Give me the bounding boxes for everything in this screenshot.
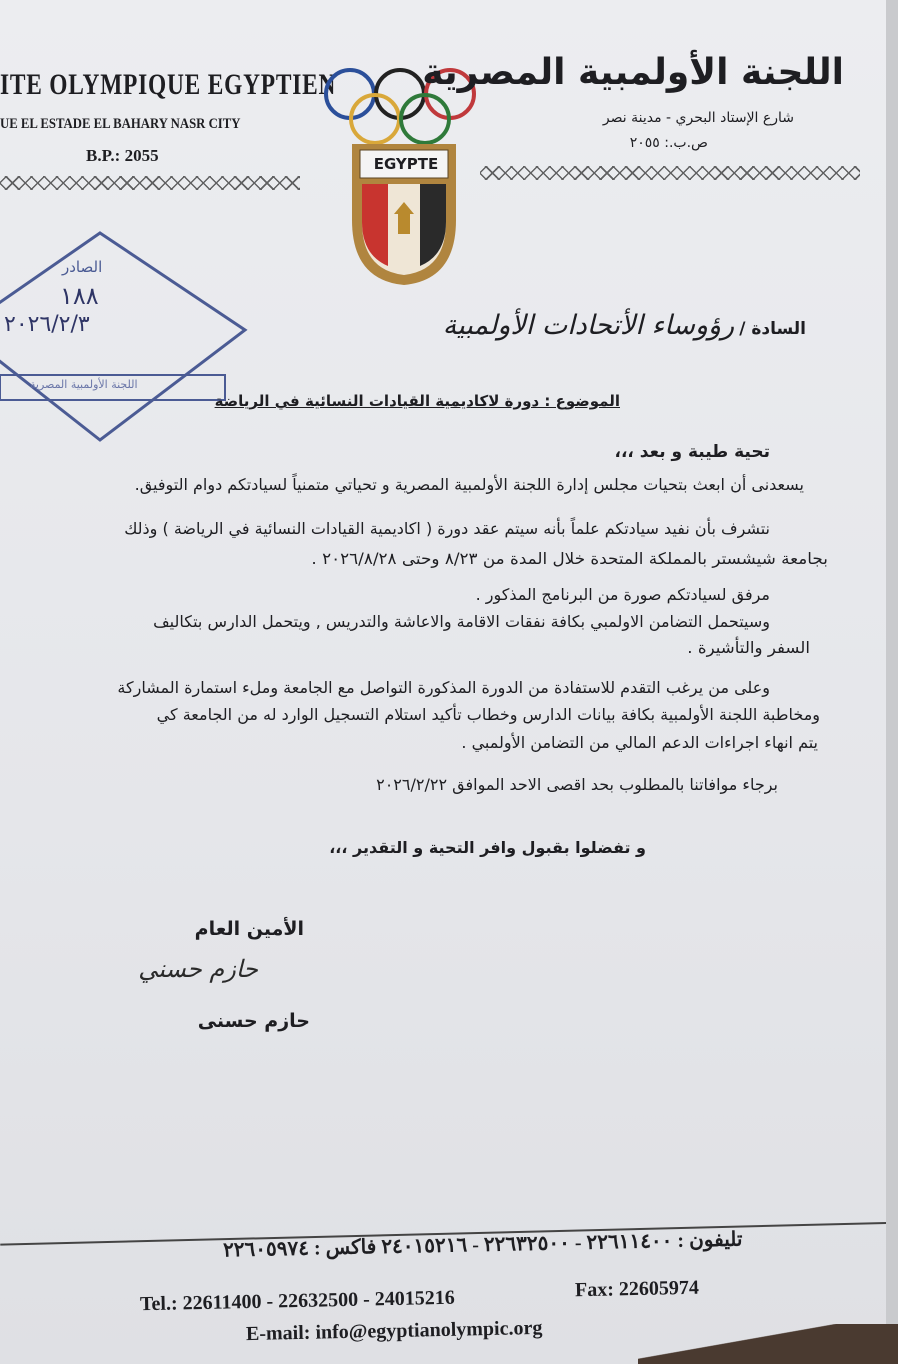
stamp-date: ٢٠٢٦/٢/٣ (4, 312, 90, 337)
footer-en-tel: Tel.: 22611400 - 22632500 - 24015216 (139, 1286, 456, 1316)
header-ar-name: اللجنة الأولمبية المصرية (422, 52, 844, 93)
header-ar-bp: ص.ب.: ٢٠٥٥ (629, 135, 708, 151)
footer-ar-phone: تليفون : ٢٢٦١١٤٠٠ - ٢٢٦٣٢٥٠٠ - ٢٤٠١٥٢١٦ فاكس : ٢٢٦٠٥٩٧٤ (222, 1228, 743, 1262)
body-line: يسعدنى أن ابعث بتحيات مجلس إدارة اللجنة الأولمبية المصرية و تحياتي متمنياً لسيادتكم دوام التوفيق. (134, 475, 804, 494)
body-line: نتشرف بأن نفيد سيادتكم علماً بأنه سيتم عقد دورة ( اكاديمية القيادات النسائية في الرياضة ) وذلك (124, 519, 770, 538)
body-line: بجامعة شيشستر بالمملكة المتحدة خلال المدة من ٨/٢٣ وحتى ٢٠٢٦/٨/٢٨ . (311, 549, 828, 568)
body-line: السفر والتأشيرة . (687, 638, 810, 657)
stamp-title: الصادر (62, 258, 103, 276)
greeting: تحية طيبة و بعد ،،، (614, 442, 770, 462)
header-fr-bp: B.P.: 2055 (86, 146, 159, 165)
body-line: ومخاطبة اللجنة الأولمبية بكافة بيانات الدارس وخطاب تأكيد استلام التسجيل الوارد له من الجامعة كي (156, 705, 820, 724)
subject-line: الموضوع : دورة لاكاديمية القيادات النسائية في الرياضة (214, 392, 620, 410)
body-line: برجاء موافاتنا بالمطلوب بحد اقصى الاحد الموافق ٢٠٢٦/٢/٢٢ (376, 775, 778, 794)
footer-en-fax: Fax: 22605974 (574, 1276, 700, 1302)
zigzag-divider-right (480, 166, 860, 180)
addressee-label: السادة / (739, 319, 806, 339)
page-edge (886, 0, 898, 1364)
body-line: وسيتحمل التضامن الاولمبي بكافة نفقات الاقامة والاعاشة والتدريس , ويتحمل الدارس بتكاليف (153, 612, 770, 631)
signer-name: حازم حسنى (197, 1010, 310, 1032)
body-line: يتم انهاء اجراءات الدعم المالي من التضامن الأولمبي . (461, 733, 818, 752)
footer-email: E-mail: info@egyptianolympic.org (245, 1316, 543, 1346)
signer-title: الأمين العام (194, 918, 304, 940)
body-line: وعلى من يرغب التقدم للاستفادة من الدورة المذكورة التواصل مع الجامعة وملء استمارة المشاركة (117, 678, 770, 697)
addressee-line (443, 310, 806, 341)
stamp-org: اللجنة الأولمبية المصرية (30, 378, 138, 391)
header-fr-name: ITE OLYMPIQUE EGYPTIEN (0, 68, 337, 101)
header-ar-address: شارع الإستاد البحري - مدينة نصر (602, 110, 794, 126)
background-corner (638, 1324, 898, 1364)
closing: و تفضلوا بقبول وافر التحية و التقدير ،،، (329, 838, 646, 857)
body-line: مرفق لسيادتكم صورة من البرنامج المذكور . (475, 585, 770, 604)
addressee-name: رؤوساء الأتحادات الأولمبية (442, 310, 735, 341)
emblem-label: EGYPTE (373, 155, 439, 173)
header-fr-address: UE EL ESTADE EL BAHARY NASR CITY (0, 116, 241, 132)
stamp-number: ١٨٨ (60, 282, 99, 310)
zigzag-divider-left (0, 176, 300, 190)
signature: حازم حسني (138, 955, 258, 983)
